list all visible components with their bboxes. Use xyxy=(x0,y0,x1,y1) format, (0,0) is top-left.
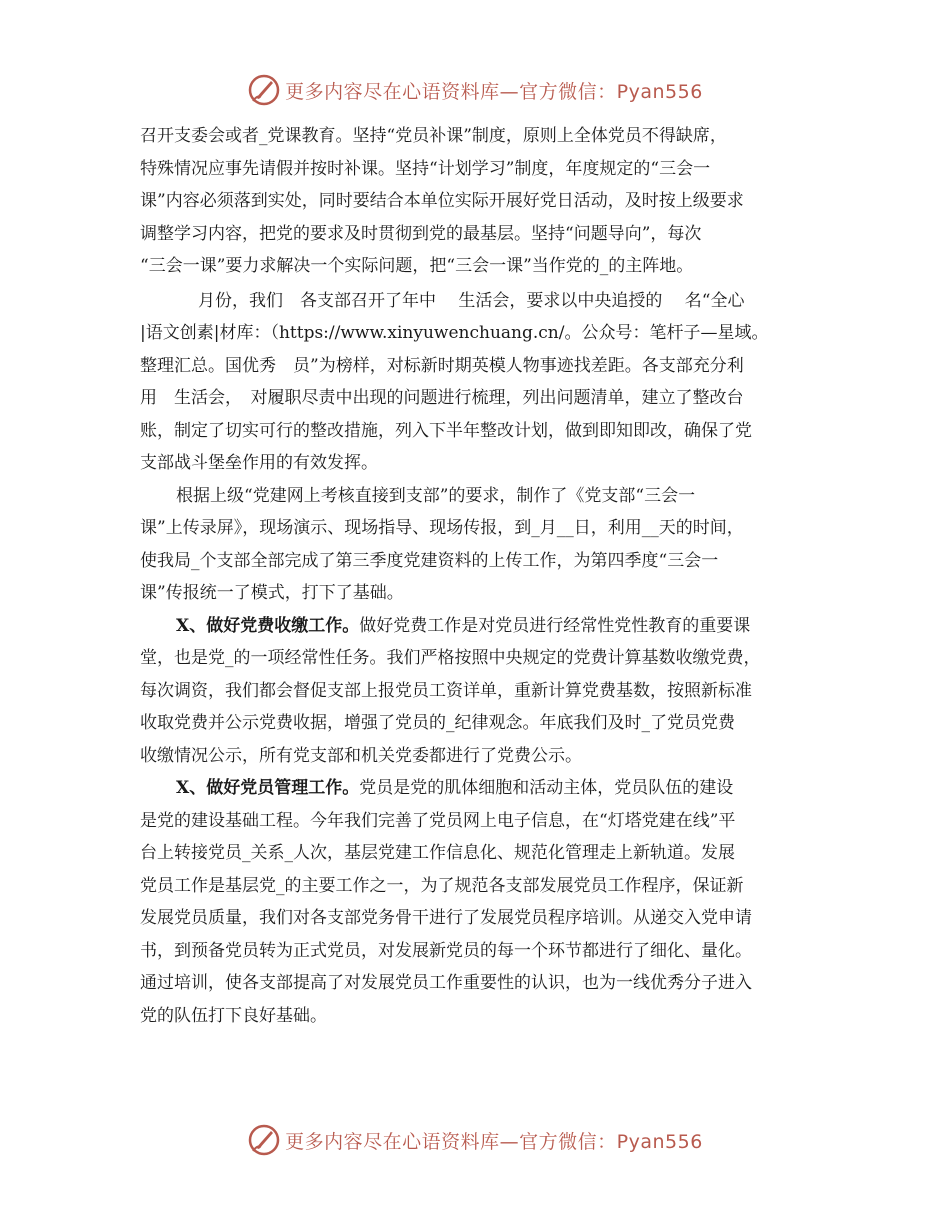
header-banner xyxy=(0,70,950,110)
quill-logo-icon xyxy=(247,1123,281,1157)
text-line: 每次调资，我们都会督促支部上报党员工资详单，重新计算党费基数，按照新标准 xyxy=(140,680,752,701)
text-line: 使我局_个支部全部完成了第三季度党建资料的上传工作，为第四季度“三会一 xyxy=(140,550,719,571)
text-line: 账，制定了切实可行的整改措施，列入下半年整改计划，做到即知即改，确保了党 xyxy=(140,420,752,441)
text-line: “三会一课”要力求解决一个实际问题，把“三会一课”当作党的_的主阵地。 xyxy=(140,256,694,276)
text-line: 是党的建设基础工程。今年我们完善了党员网上电子信息，在“灯塔党建在线”平 xyxy=(140,810,736,831)
text-line: 召开支委会或者_党课教育。坚持“党员补课”制度，原则上全体党员不得缺席， xyxy=(140,126,727,146)
text-line: 通过培训，使各支部提高了对发展党员工作重要性的认识，也为一线优秀分子进入 xyxy=(140,973,752,993)
text-line xyxy=(140,772,812,805)
footer-banner-text: 更多内容尽在心语资料库—官方微信：Pyan556 xyxy=(285,1130,703,1153)
text-line: 用 生活会， 对履职尽责中出现的问题进行梳理，列出问题清单，建立了整改台 xyxy=(140,388,744,408)
text-line: 堂，也是党_的一项经常性任务。我们严格按照中央规定的党费计算基数收缴党费， xyxy=(140,648,761,668)
text-line: 发展党员质量，我们对各支部党务骨干进行了发展党员程序培训。从递交入党申请 xyxy=(140,908,752,928)
section-heading-members: X、做好党员管理工作。 xyxy=(176,778,360,798)
text-line: 支部战斗堡垒作用的有效发挥。 xyxy=(140,453,378,473)
text-run: 做好党费工作是对党员进行经常性党性教育的重要课 xyxy=(359,615,751,636)
section-heading-dues: X、做好党费收缴工作。 xyxy=(176,615,360,636)
text-line: 书，到预备党员转为正式党员，对发展新党员的每一个环节都进行了细化、量化。 xyxy=(140,940,752,961)
quill-logo-icon xyxy=(247,73,281,107)
text-run: 党员是党的肌体细胞和活动主体，党员队伍的建设 xyxy=(359,778,734,798)
footer-banner xyxy=(0,1120,950,1160)
text-line: 月份，我们 各支部召开了年中 生活会，要求以中央追授的 名“全心 xyxy=(198,290,745,311)
text-line: 台上转接党员_关系_人次，基层党建工作信息化、规范化管理走上新轨道。发展 xyxy=(140,843,735,863)
text-line xyxy=(140,610,812,643)
text-line: |语文创素|材库：（https://www.xinyuwenchuang.cn/。公众号：笔杆子—星域。 xyxy=(140,323,769,343)
text-line: 收缴情况公示，所有党支部和机关党委都进行了党费公示。 xyxy=(140,745,582,766)
text-line: 收取党费并公示党费收据，增强了党员的_纪律观念。年底我们及时_了党员党费 xyxy=(140,713,735,733)
header-banner-text: 更多内容尽在心语资料库—官方微信：Pyan556 xyxy=(285,80,703,103)
text-line: 党的队伍打下良好基础。 xyxy=(140,1005,327,1026)
text-line: 整理汇总。国优秀 员”为榜样，对标新时期英模人物事迹找差距。各支部充分利 xyxy=(140,355,744,376)
text-line: 党员工作是基层党_的主要工作之一，为了规范各支部发展党员工作程序，保证新 xyxy=(140,875,744,896)
text-line: 调整学习内容，把党的要求及时贯彻到党的最基层。坚持“问题导向”，每次 xyxy=(140,223,702,244)
text-line: 课”上传录屏》，现场演示、现场指导、现场传报，到_月__日，利用__天的时间， xyxy=(140,518,744,538)
document-body xyxy=(140,120,812,1032)
text-line: 课”内容必须落到实处，同时要结合本单位实际开展好党日活动，及时按上级要求 xyxy=(140,191,744,211)
text-line: 课”传报统一了模式，打下了基础。 xyxy=(140,583,404,603)
text-line: 特殊情况应事先请假并按时补课。坚持“计划学习”制度，年度规定的“三会一 xyxy=(140,158,711,179)
text-line: 根据上级“党建网上考核直接到支部”的要求，制作了《党支部“三会一 xyxy=(176,485,696,506)
